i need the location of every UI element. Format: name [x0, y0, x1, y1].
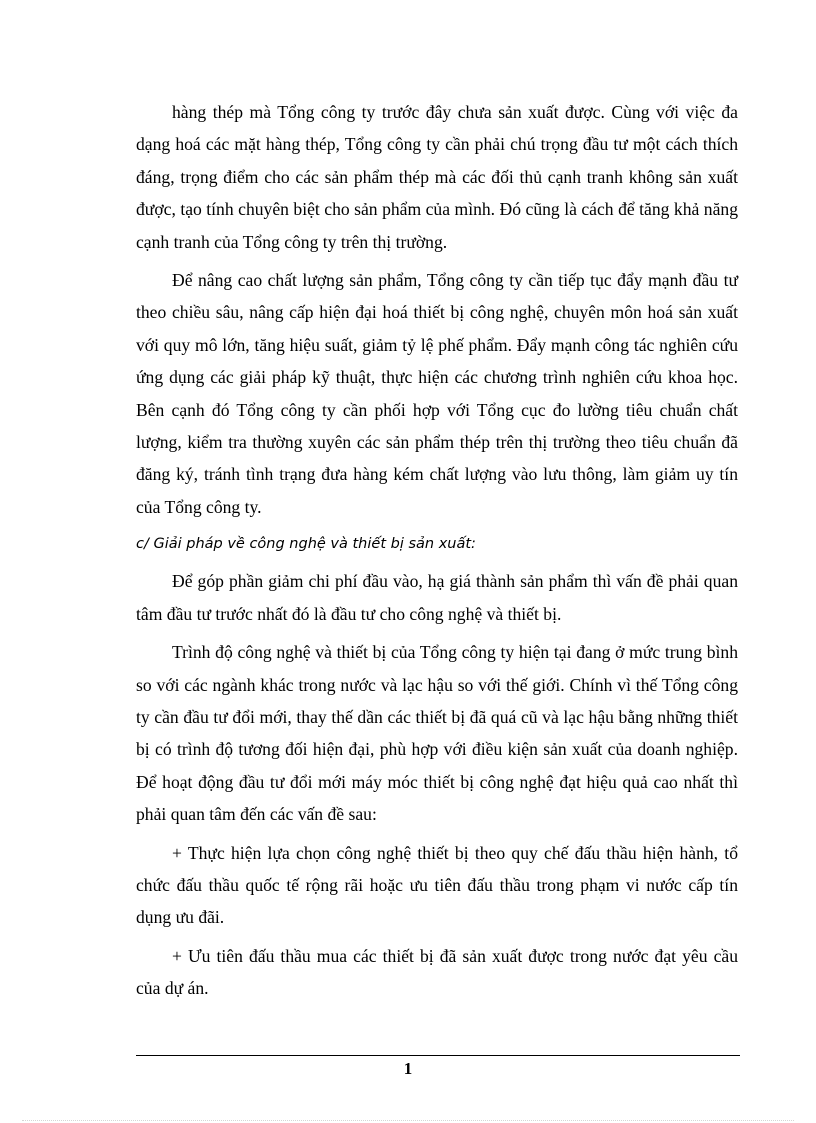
bullet-tender-selection: + Thực hiện lựa chọn công nghệ thiết bị theo quy chế đấu thầu hiện hành, tổ chức đấu thầu quốc tế rộng rãi hoặc ưu tiên đấu thầu trong phạm vi nước cấp tín dụng ưu đãi. [136, 842, 738, 928]
document-body [136, 96, 738, 1011]
paragraph-quality: Để nâng cao chất lượng sản phẩm, Tổng công ty cần tiếp tục đẩy mạnh đầu tư theo chiều sâu, nâng cấp hiện đại hoá thiết bị công nghệ, chuyên môn hoá sản xuất với quy mô lớn, tăng hiệu suất, giảm tỷ lệ phế phẩm. Đẩy mạnh công tác nghiên cứu ứng dụng các giải pháp kỹ thuật, thực hiện các chương trình nghiên cứu khoa học. Bên cạnh đó Tổng công ty cần phối hợp với Tổng cục đo lường tiêu chuẩn chất lượng, kiểm tra thường xuyên các sản phẩm thép trên thị trường theo tiêu chuẩn đã đăng ký, tránh tình trạng đưa hàng kém chất lượng vào lưu thông, làm giảm uy tín của Tổng công ty. [136, 270, 738, 517]
paragraph-continuation: hàng thép mà Tổng công ty trước đây chưa sản xuất được. Cùng với việc đa dạng hoá các mặt hàng thép, Tổng công ty cần phải chú trọng đầu tư một cách thích đáng, trọng điểm cho các sản phẩm thép mà các đối thủ cạnh tranh không sản xuất được, tạo tính chuyên biệt cho sản phẩm của mình. Đó cũng là cách để tăng khả năng cạnh tranh của Tổng công ty trên thị trường. [136, 102, 738, 252]
page-number: 1 [403, 1059, 413, 1078]
section-heading: c/ Giải pháp về công nghệ và thiết bị sản xuất: [136, 536, 476, 553]
paragraph-technology-level: Trình độ công nghệ và thiết bị của Tổng công ty hiện tại đang ở mức trung bình so với các ngành khác trong nước và lạc hậu so với thế giới. Chính vì thế Tổng công ty cần đầu tư đổi mới, thay thế dần các thiết bị đã quá cũ và lạc hậu bằng những thiết bị có trình độ tương đối hiện đại, phù hợp với điều kiện sản xuất của doanh nghiệp. Để hoạt động đầu tư đổi mới máy móc thiết bị công nghệ đạt hiệu quả cao nhất thì phải quan tâm đến các vấn đề sau: [136, 642, 738, 825]
bullet-domestic-priority: + Ưu tiên đấu thầu mua các thiết bị đã sản xuất được trong nước đạt yêu cầu của dự án. [136, 945, 738, 999]
page-bottom-edge [22, 1120, 794, 1121]
footer-divider [136, 1055, 740, 1056]
paragraph-cost: Để góp phần giảm chi phí đầu vào, hạ giá thành sản phẩm thì vấn đề phải quan tâm đầu tư trước nhất đó là đầu tư cho công nghệ và thiết bị. [136, 571, 738, 624]
